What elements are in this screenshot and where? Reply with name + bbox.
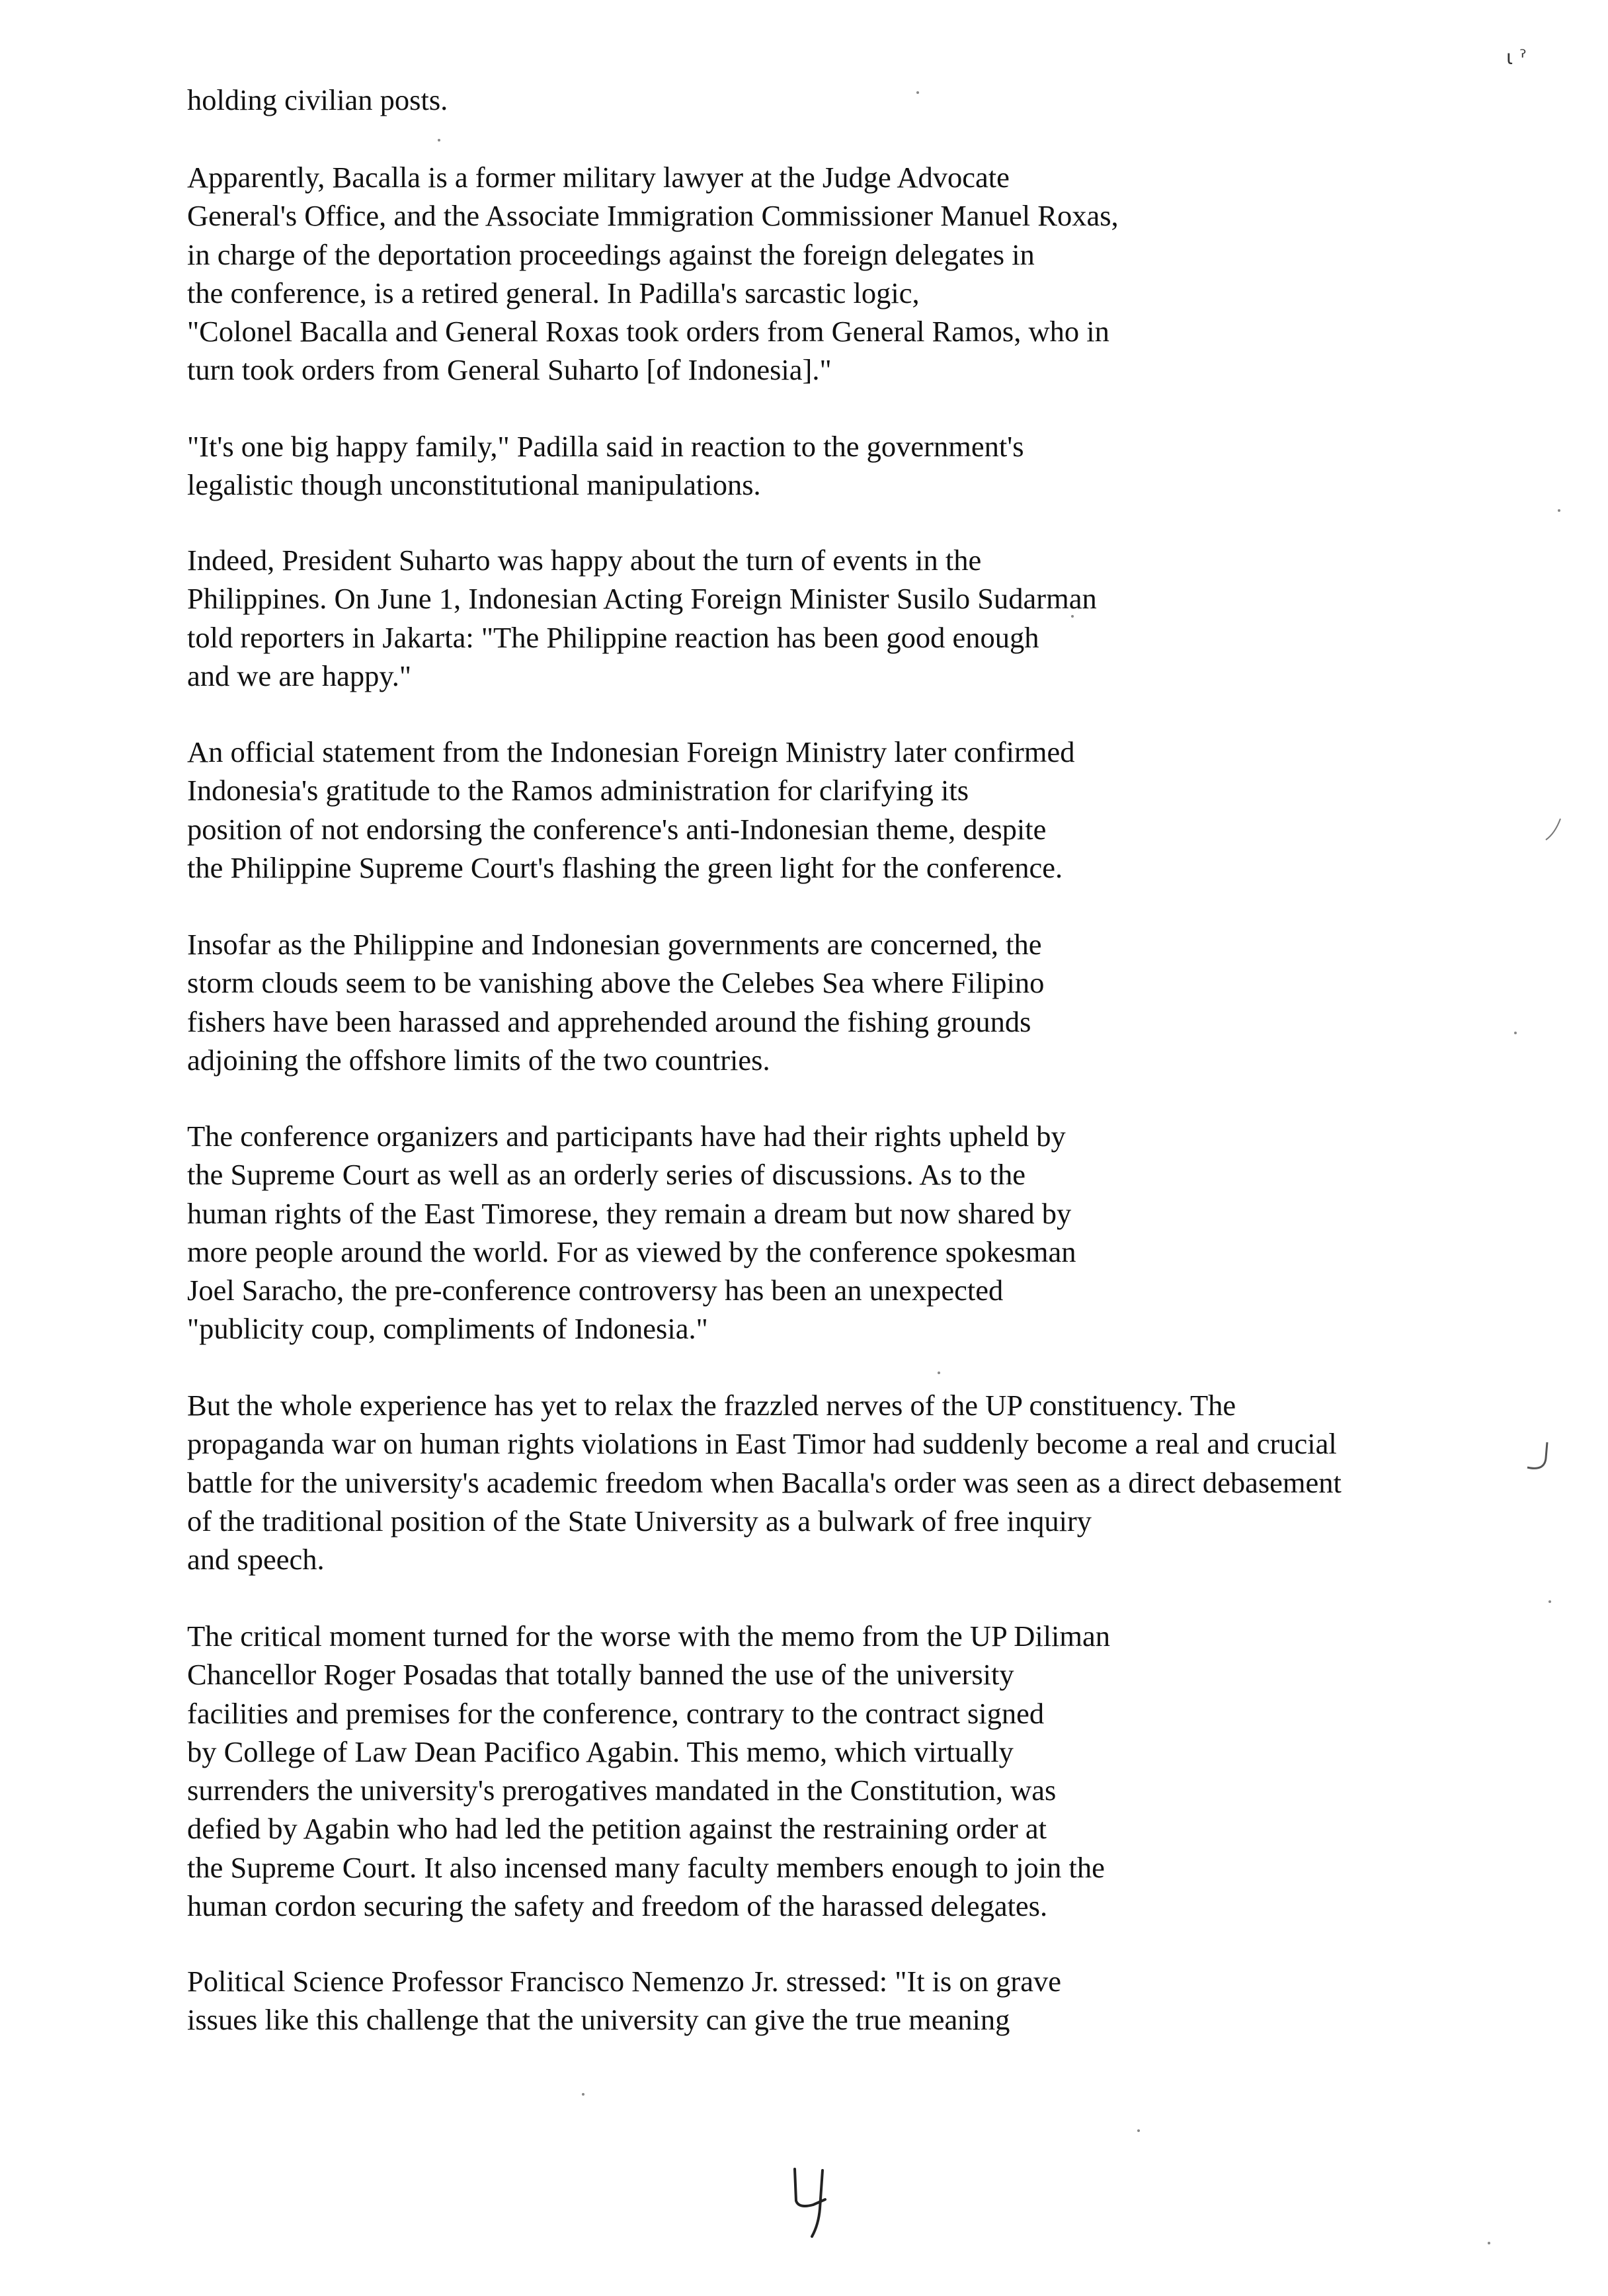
text-line: the Supreme Court. It also incensed many faculty members enough to join the [187, 1850, 1105, 1884]
text-line: the conference, is a retired general. In Padilla's sarcastic logic, [187, 276, 920, 309]
paper-speck [1071, 615, 1074, 618]
paper-speck [1558, 509, 1560, 512]
paragraph-9 [187, 1617, 1110, 1925]
paragraph-7 [187, 1117, 1076, 1348]
text-line: the Philippine Supreme Court's flashing the green light for the conference. [187, 850, 1063, 884]
text-line: told reporters in Jakarta: "The Philippine reaction has been good enough [187, 620, 1039, 654]
text-line: But the whole experience has yet to relax the frazzled nerves of the UP constituency. The [187, 1389, 1236, 1422]
text-line: human cordon securing the safety and freedom of the harassed delegates. [187, 1889, 1048, 1923]
text-line: Political Science Professor Francisco Nemenzo Jr. stressed: "It is on grave [187, 1965, 1061, 1998]
text-line: Joel Saracho, the pre-conference controversy has been an unexpected [187, 1274, 1004, 1307]
text-line: battle for the university's academic freedom when Bacalla's order was seen as a direct debasement [187, 1465, 1342, 1499]
corner-mark: ɩ ˀ [1506, 46, 1527, 69]
text-line: holding civilian posts. [187, 83, 448, 116]
text-line: An official statement from the Indonesian Foreign Ministry later confirmed [187, 735, 1075, 768]
text-line: storm clouds seem to be vanishing above the Celebes Sea where Filipino [187, 966, 1045, 1000]
text-line: by College of Law Dean Pacifico Agabin. This memo, which virtually [187, 1735, 1014, 1768]
text-line: turn took orders from General Suharto [of Indonesia]." [187, 353, 832, 387]
paragraph-1 [187, 81, 448, 119]
text-line: legalistic though unconstitutional manipulations. [187, 468, 761, 502]
text-line: Chancellor Roger Posadas that totally banned the use of the university [187, 1658, 1014, 1692]
paper-speck [1514, 1032, 1517, 1034]
paragraph-6 [187, 925, 1044, 1079]
text-line: propaganda war on human rights violations in East Timor had suddenly become a real and crucial [187, 1427, 1337, 1461]
text-line: Indonesia's gratitude to the Ramos administration for clarifying its [187, 774, 969, 807]
text-line: the Supreme Court as well as an orderly series of discussions. As to the [187, 1158, 1026, 1192]
text-line: The critical moment turned for the worse with the memo from the UP Diliman [187, 1620, 1111, 1653]
text-line: facilities and premises for the conference, contrary to the contract signed [187, 1696, 1045, 1730]
text-line: Insofar as the Philippine and Indonesian governments are concerned, the [187, 928, 1042, 961]
paper-speck [1137, 2129, 1140, 2132]
paragraph-2 [187, 158, 1119, 390]
paper-speck [582, 2093, 584, 2096]
paragraph-3 [187, 427, 1024, 505]
text-line: Philippines. On June 1, Indonesian Acting Foreign Minister Susilo Sudarman [187, 582, 1097, 616]
margin-tick-mark [1541, 813, 1567, 846]
paper-speck [1548, 1600, 1551, 1603]
paragraph-10 [187, 1962, 1061, 2039]
paper-speck [938, 1372, 940, 1374]
paragraph-4 [187, 541, 1097, 695]
text-line: General's Office, and the Associate Immigration Commissioner Manuel Roxas, [187, 199, 1119, 233]
text-line: Indeed, President Suharto was happy about the turn of events in the [187, 544, 982, 577]
text-line: and speech. [187, 1543, 325, 1577]
text-line: Apparently, Bacalla is a former military lawyer at the Judge Advocate [187, 161, 1010, 194]
text-line: issues like this challenge that the university can give the true meaning [187, 2003, 1010, 2037]
handwritten-page-number [772, 2156, 852, 2248]
paper-speck [916, 91, 919, 94]
text-line: defied by Agabin who had led the petition against the restraining order at [187, 1812, 1047, 1846]
text-line: "Colonel Bacalla and General Roxas took orders from General Ramos, who in [187, 315, 1109, 348]
text-line: of the traditional position of the State University as a bulwark of free inquiry [187, 1504, 1092, 1538]
paper-speck [438, 139, 440, 142]
text-line: fishers have been harassed and apprehended around the fishing grounds [187, 1004, 1031, 1038]
text-line: adjoining the offshore limits of the two countries. [187, 1043, 770, 1077]
text-line: position of not endorsing the conference's anti-Indonesian theme, despite [187, 812, 1047, 846]
margin-tick-mark [1522, 1438, 1555, 1485]
text-line: and we are happy." [187, 659, 411, 692]
paragraph-5 [187, 733, 1074, 887]
text-line: human rights of the East Timorese, they remain a dream but now shared by [187, 1196, 1072, 1230]
text-line: The conference organizers and participants have had their rights upheld by [187, 1120, 1066, 1153]
paper-speck [1488, 2242, 1490, 2244]
text-line: in charge of the deportation proceedings against the foreign delegates in [187, 237, 1035, 271]
text-line: more people around the world. For as viewed by the conference spokesman [187, 1235, 1076, 1268]
text-line: surrenders the university's prerogatives mandated in the Constitution, was [187, 1774, 1057, 1807]
text-line: "It's one big happy family," Padilla said in reaction to the government's [187, 430, 1024, 463]
text-line: "publicity coup, compliments of Indonesia." [187, 1312, 708, 1346]
paragraph-8 [187, 1386, 1342, 1578]
